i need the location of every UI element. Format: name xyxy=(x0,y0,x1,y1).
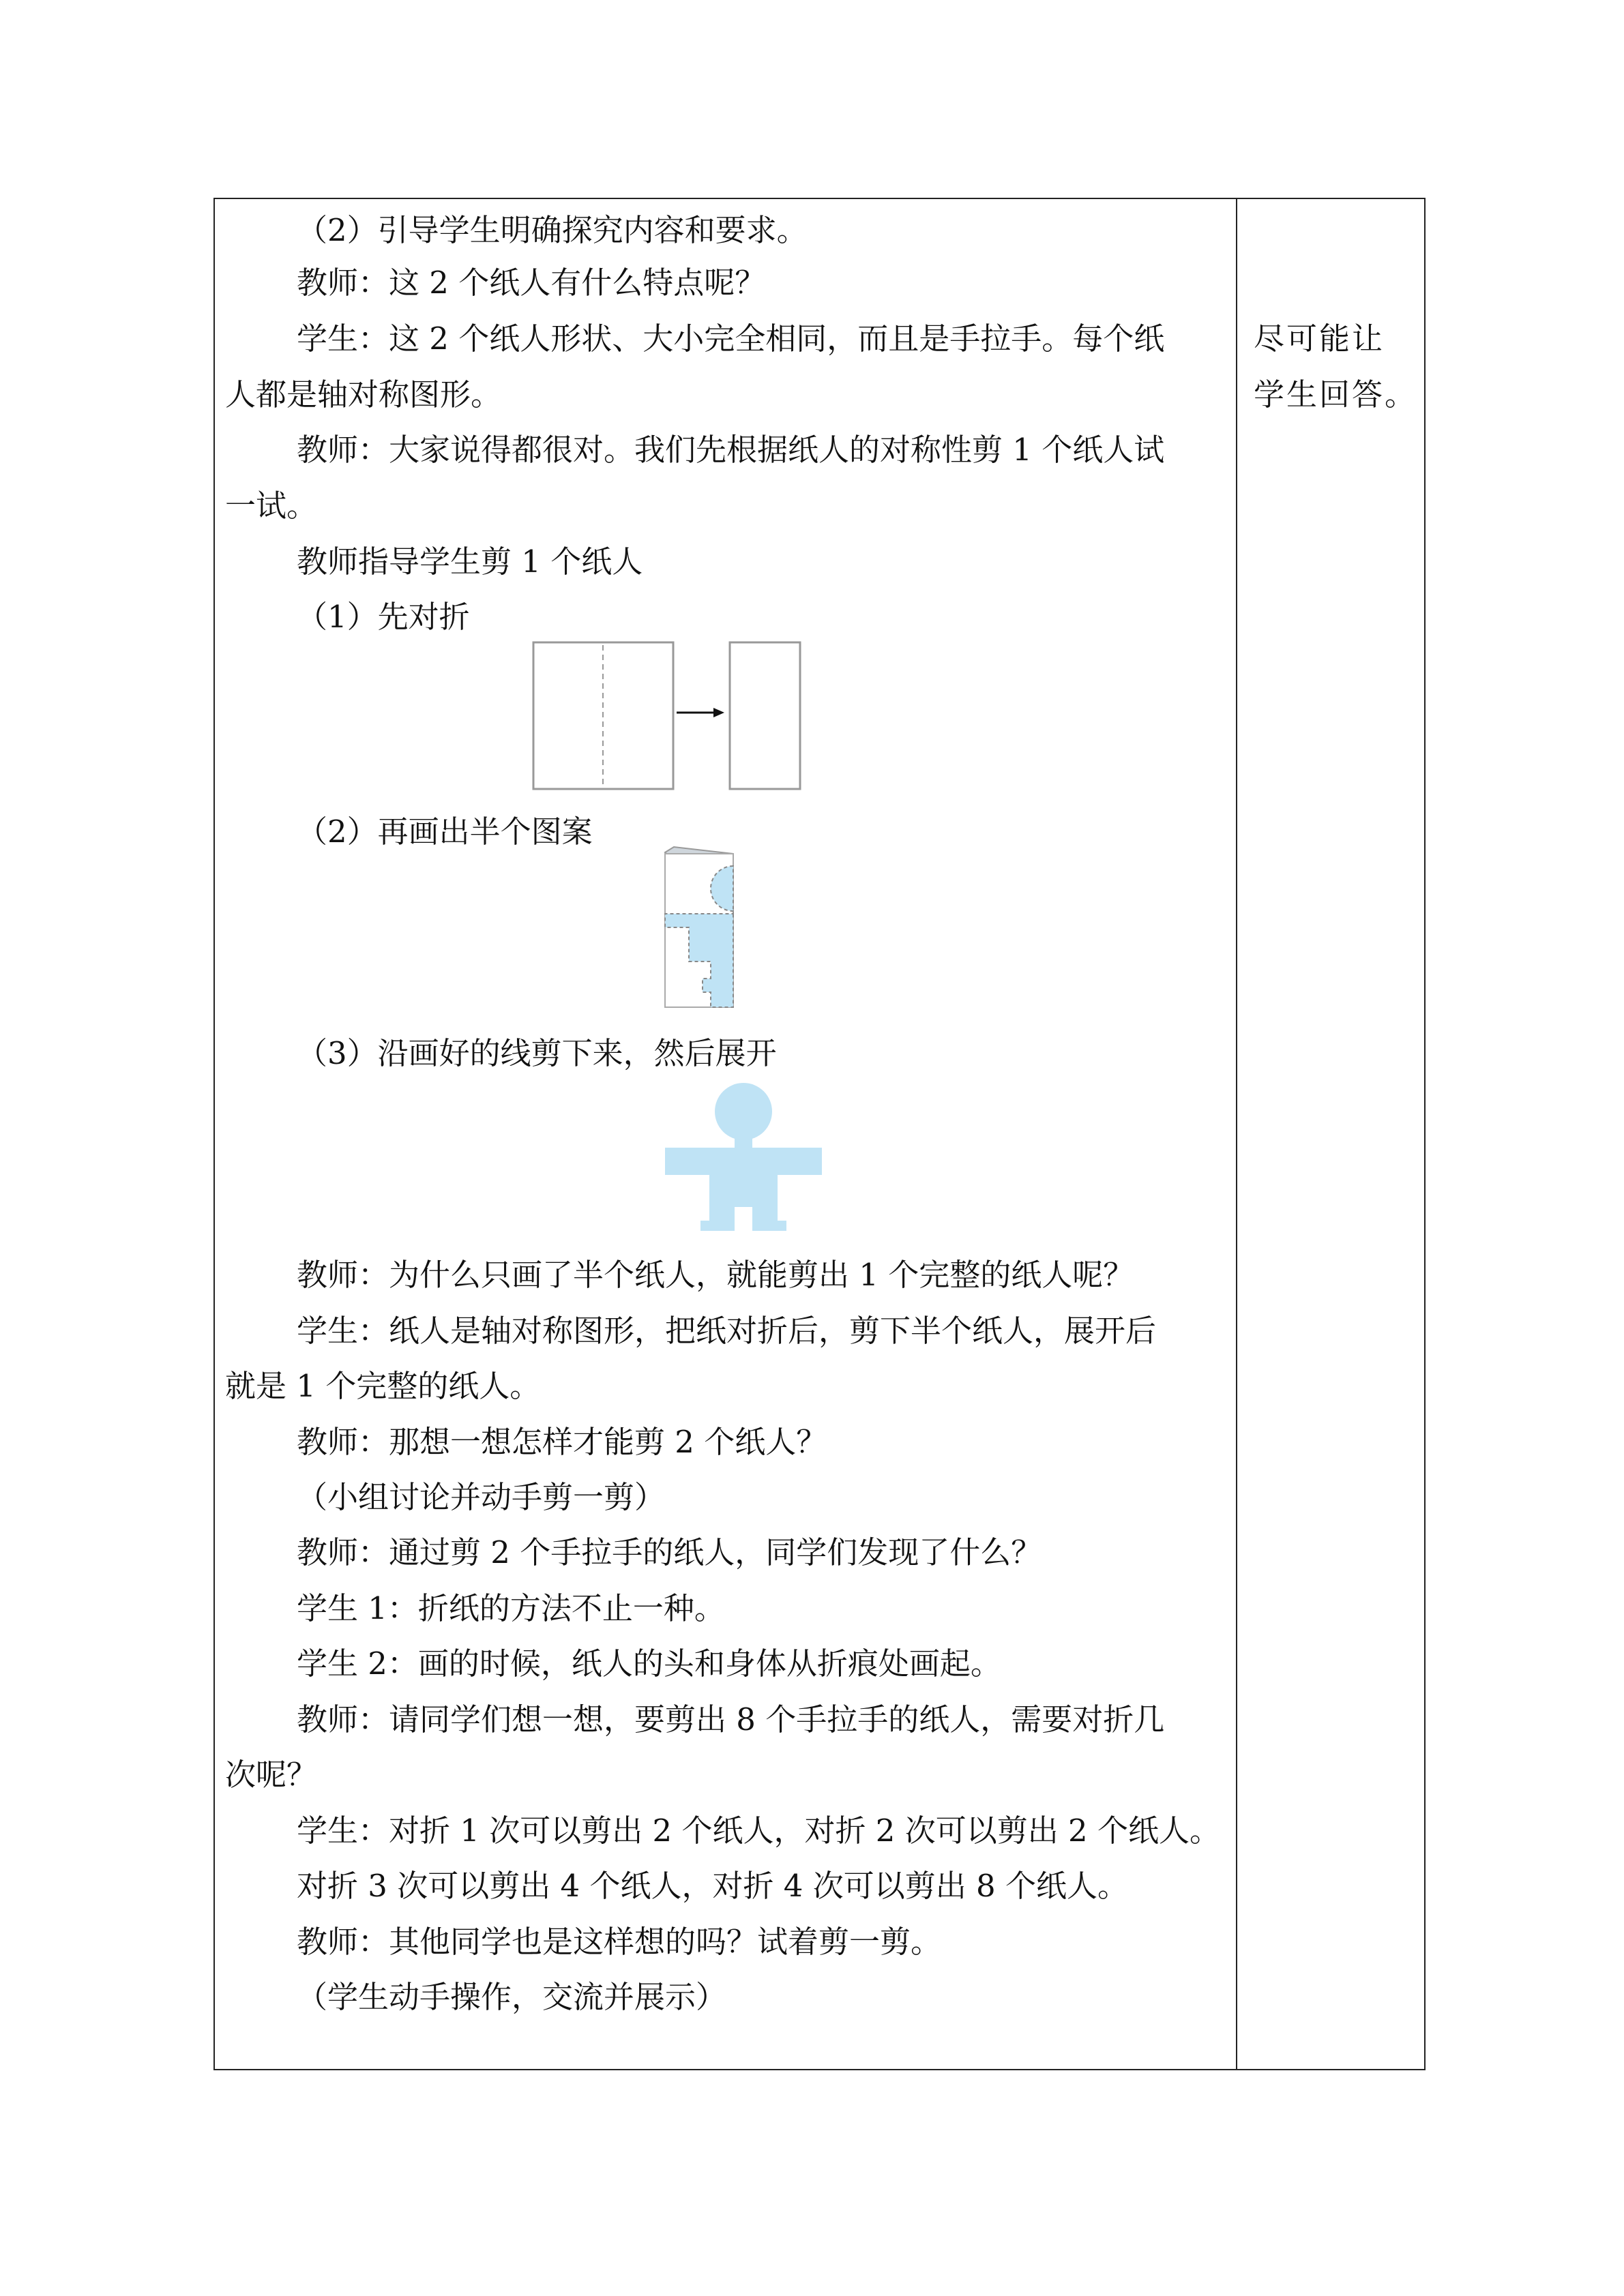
text-line-7: 教师指导学生剪 1 个纸人 xyxy=(297,543,643,580)
text-line-6: 一试。 xyxy=(225,488,318,524)
side-note-line-2: 学生回答。 xyxy=(1254,376,1418,413)
text-line-12: 学生：纸人是轴对称图形，把纸对折后，剪下半个纸人，展开后 xyxy=(297,1313,1157,1349)
folded-paper xyxy=(730,642,800,789)
text-line-8: （1）先对折 xyxy=(297,599,470,635)
person-neck xyxy=(735,1135,752,1149)
text-line-19: 教师：请同学们想一想，要剪出 8 个手拉手的纸人，需要对折几 xyxy=(297,1701,1165,1738)
text-line-24: （学生动手操作，交流并展示） xyxy=(297,1979,727,2015)
text-line-20: 次呢？ xyxy=(225,1757,318,1793)
text-line-13: 就是 1 个完整的纸人。 xyxy=(225,1368,541,1404)
person-body xyxy=(709,1169,778,1207)
person-right-leg xyxy=(752,1207,786,1231)
text-line-11: 教师：为什么只画了半个纸人，就能剪出 1 个完整的纸人呢？ xyxy=(297,1257,1134,1293)
text-line-2: 教师：这 2 个纸人有什么特点呢？ xyxy=(297,265,766,301)
text-line-22: 对折 3 次可以剪出 4 个纸人，对折 4 次可以剪出 8 个纸人。 xyxy=(297,1868,1128,1904)
person-head xyxy=(715,1083,772,1140)
text-line-9: （2）再画出半个图案 xyxy=(297,814,593,850)
text-line-14: 教师：那想一想怎样才能剪 2 个纸人？ xyxy=(297,1424,827,1460)
arrow-head-icon xyxy=(713,708,724,717)
text-line-4: 人都是轴对称图形。 xyxy=(225,376,502,413)
half-pattern-figure xyxy=(662,846,750,1009)
fold-paper-figure xyxy=(532,641,805,791)
column-divider xyxy=(1236,198,1237,2070)
text-line-17: 学生 1：折纸的方法不止一种。 xyxy=(297,1590,725,1626)
paper-person-figure xyxy=(665,1081,822,1234)
text-line-1: （2）引导学生明确探究内容和要求。 xyxy=(297,212,808,248)
text-line-3: 学生：这 2 个纸人形状、大小完全相同，而且是手拉手。每个纸 xyxy=(297,320,1165,357)
text-line-10: （3）沿画好的线剪下来，然后展开 xyxy=(297,1035,777,1071)
side-note-line-1: 尽可能让 xyxy=(1254,320,1385,357)
text-line-16: 教师：通过剪 2 个手拉手的纸人，同学们发现了什么？ xyxy=(297,1534,1042,1570)
text-line-15: （小组讨论并动手剪一剪） xyxy=(297,1479,666,1515)
text-line-18: 学生 2：画的时候，纸人的头和身体从折痕处画起。 xyxy=(297,1645,1001,1682)
text-line-23: 教师：其他同学也是这样想的吗？试着剪一剪。 xyxy=(297,1924,942,1960)
text-line-5: 教师：大家说得都很对。我们先根据纸人的对称性剪 1 个纸人试 xyxy=(297,432,1165,468)
person-left-leg xyxy=(700,1207,735,1231)
text-line-21: 学生：对折 1 次可以剪出 2 个纸人，对折 2 次可以剪出 2 个纸人。 xyxy=(297,1813,1220,1849)
